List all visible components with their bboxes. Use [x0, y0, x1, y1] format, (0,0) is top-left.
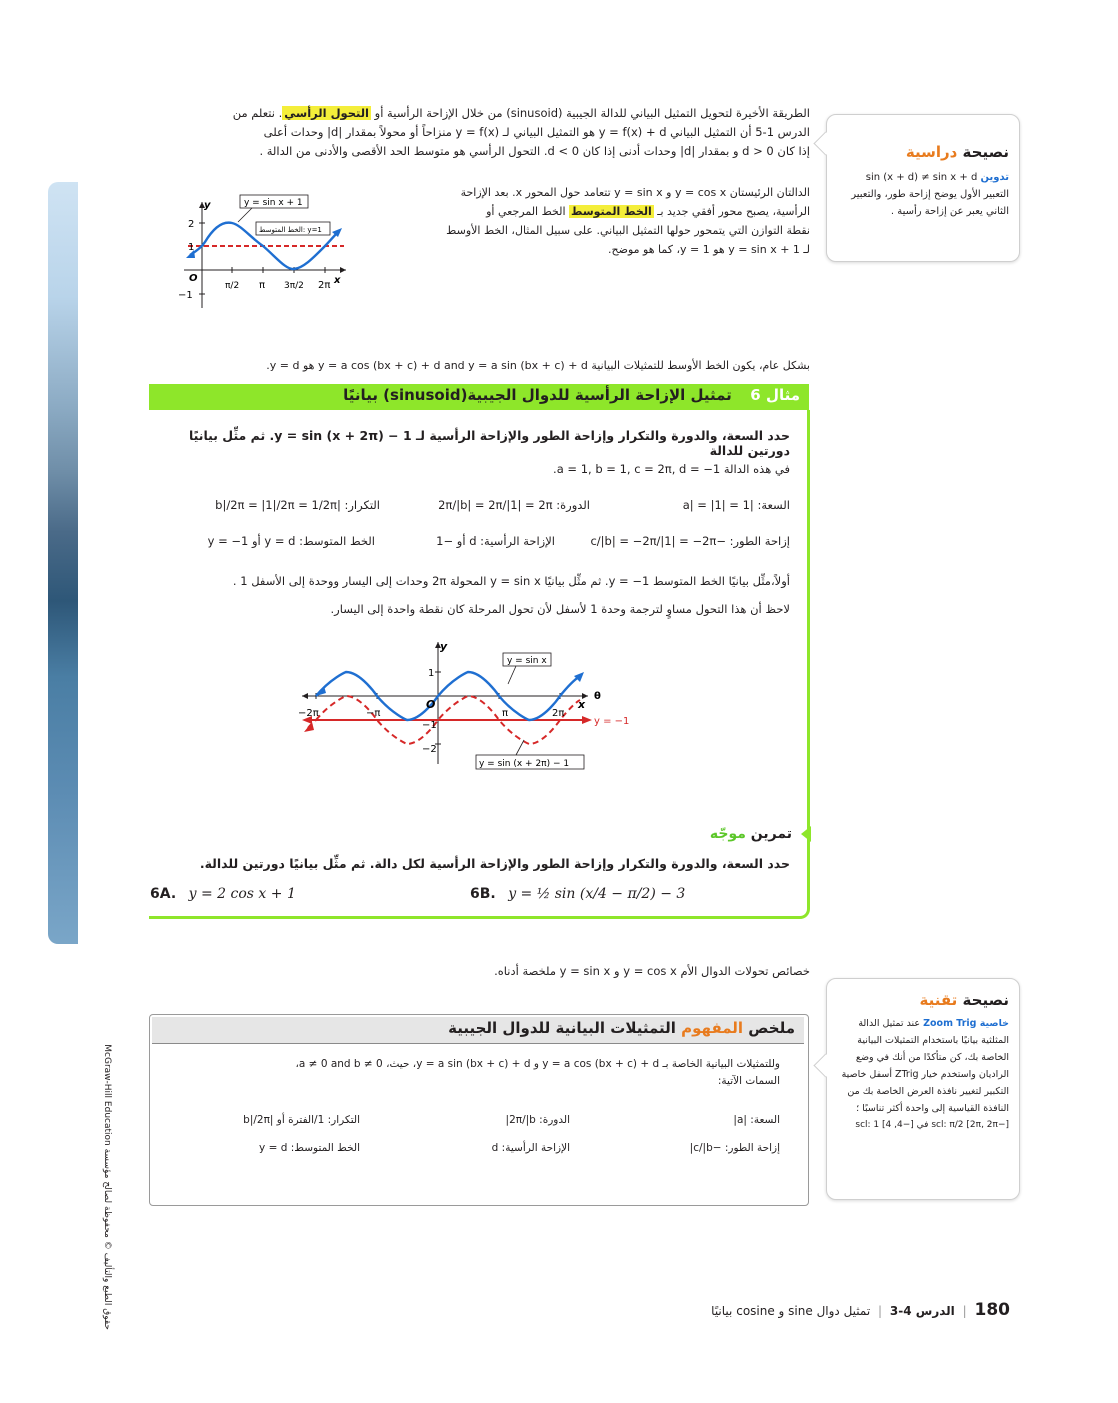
xtick: 3π/2	[284, 281, 304, 291]
study-tip-title	[906, 143, 1009, 161]
lesson-title: تمثيل دوال sine و cosine بيانيًا	[711, 1304, 871, 1318]
exercise-6a	[150, 886, 296, 902]
graph-sin-shift	[288, 636, 648, 776]
xtick: π	[259, 280, 266, 291]
study-tip-body	[837, 169, 1009, 220]
midline-line-1: الدالتان الرئيستان y = cos x و y = sin x تتعامد حول المحور x. بعد الإزاحة	[460, 186, 810, 199]
midline-term: الخط المتوسط	[571, 205, 652, 218]
y-axis-label: y	[440, 640, 448, 653]
intro-text-end: . نتعلم من	[232, 106, 283, 120]
amplitude-calc: السعة: |a| = |1| = 1	[682, 498, 790, 512]
midline-line-4: لـ y = sin x + 1 هو y = 1، كما هو موضح.	[608, 243, 810, 256]
x-axis-label: x	[578, 698, 586, 711]
tip-window: [−2π, 2π] scl: π/2 في [−4, 4] scl: 1	[855, 1120, 1009, 1130]
general-midline-statement: بشكل عام، يكون الخط الأوسط للتمثيلات البيانية y = a cos (bx + c) + d and y = a sin (bx + c) + d هو y = d.	[266, 359, 810, 372]
example-number: مثال 6	[750, 386, 800, 404]
period-calc: الدورة: 2π/|b| = 2π/|1| = 2π	[438, 498, 590, 512]
midline-calc: الخط المتوسط: y = d أو y = −1	[207, 534, 375, 548]
tip-title-word: نصيحة	[957, 991, 1009, 1009]
tip-title-accent: دراسية	[905, 143, 958, 161]
x-axis-label: x	[334, 275, 341, 286]
concept-amplitude: السعة: |a|	[733, 1114, 780, 1126]
concept-title-accent: المفهوم	[681, 1019, 744, 1037]
concept-vshift: الإزاحة الرأسية: d	[491, 1142, 570, 1154]
lesson-number: الدرس 4-3	[889, 1304, 955, 1318]
shift-label: y = sin (x + 2π) − 1	[479, 759, 570, 769]
xtick: π	[502, 708, 509, 719]
concept-intro-line-2: السمات الآتية:	[717, 1075, 780, 1087]
xtick: π/2	[225, 281, 240, 291]
tip-formula: sin (x + d) ≠ sin x + d	[865, 172, 978, 183]
tip-text: عند تمثيل الدالة المثلثية بيانيًا باستخدام التمثيلات البيانية الخاصة بك، كن متأكدًا من أنك في وضع الراديان واستخدم خيار ZTrig أسفل خاصية التكبير لتغيير نافذة العرض الخاصة بك من النافذة القياسية إلى واحدة أكثر تناسبًا ؛	[841, 1018, 1009, 1114]
transition-text: خصائص تحولات الدوال الأم y = cos x و y = sin x ملخصة أدناه.	[494, 964, 810, 978]
practice-prompt: حدد السعة، والدورة والتكرار وإزاحة الطور والإزاحة الرأسية لكل دالة. ثم مثِّل بيانيًا دورتين للدالة.	[199, 856, 790, 871]
ytick: 1	[188, 242, 195, 253]
ytick: 2	[188, 219, 195, 230]
midline-text-end: الخط المرجعي أو	[486, 205, 570, 218]
intro-text: الطريقة الأخيرة لتحويل التمثيل البياني للدالة الجيبية (sinusoid) من خلال الإزاحة الرأسية أو	[371, 106, 810, 120]
intro-line-3: إذا كان d > 0 و بمقدار |d| وحدات أدنى إذا كان d < 0. التحول الرأسي هو متوسط الحد الأقصى والأدنى من الدالة .	[259, 144, 810, 158]
practice-heading-text: تمرين	[745, 826, 792, 842]
xtick: −π	[366, 708, 381, 719]
vertical-shift-term: التحول الرأسي	[284, 106, 369, 120]
tech-tip-body	[833, 1015, 1009, 1134]
midline-line-3: نقطة التوازن التي يتمحور حولها التمثيل البياني. على سبيل المثال، الخط الأوسط	[446, 224, 810, 237]
y-axis-label: y	[204, 200, 211, 211]
ytick: −1	[422, 720, 437, 731]
exercise-formula: y = 2 cos x + 1	[188, 886, 296, 902]
side-photo-strip	[48, 182, 78, 944]
example-title-text: تمثيل الإزاحة الرأسية للدوال الجيبية(sinusoid) بيانيًا	[343, 386, 732, 404]
frequency-calc: التكرار: |b|/2π = |1|/2π = 1/2π	[215, 498, 380, 512]
concept-title-text: التمثيلات البيانية للدوال الجيبية	[448, 1019, 682, 1037]
exercise-label: 6B.	[470, 886, 496, 902]
step-1: أولاً،مثِّل بيانيًا الخط المتوسط y = −1. ثم مثِّل بيانيًا y = sin x المحولة 2π وحدات إلى اليسار ووحدة إلى الأسفل 1 .	[232, 574, 790, 588]
xtick: 2π	[552, 708, 565, 719]
concept-frequency: التكرار: 1/الفترة أو |b|/2π	[243, 1114, 360, 1126]
concept-period: الدورة: 2π/|b|	[505, 1114, 570, 1126]
concept-title	[160, 1019, 795, 1037]
theta-label: θ	[594, 691, 601, 702]
concept-midline: الخط المتوسط: y = d	[259, 1142, 360, 1154]
tip-text: التعبير الأول يوضح إزاحة طور، والتعبير الثاني يعبر عن إزاحة رأسية .	[851, 189, 1009, 217]
copyright-credit: حقوق الطبع والتأليف © محفوظة لصالح مؤسسة McGraw-Hill Education	[102, 1044, 112, 1330]
midline-paragraph	[360, 183, 810, 259]
graph-sin-x-plus-1	[168, 192, 348, 312]
page-number: 180	[974, 1300, 1010, 1320]
tech-tip-title	[920, 991, 1009, 1009]
midline-text: الرأسية، يصبح محور أفقي جديد بـ	[653, 205, 810, 218]
practice-arrow	[801, 826, 811, 842]
practice-heading	[600, 826, 792, 842]
tip-label: خاصية Zoom Trig	[923, 1018, 1009, 1029]
study-tip-box	[826, 114, 1020, 262]
tech-tip-box	[826, 978, 1020, 1200]
page-footer: 180 | الدرس 4-3 | تمثيل دوال sine و cosine بيانيًا	[711, 1300, 1010, 1320]
midline-label: الخط المتوسط: y=1	[259, 226, 322, 234]
concept-intro	[165, 1056, 780, 1090]
xtick: −2π	[298, 708, 319, 719]
curve-label: y = sin x + 1	[244, 198, 303, 208]
intro-line-2: الدرس 1-5 أن التمثيل البياني y = f(x) + d هو التمثيل البياني لـ y = f(x) منزاحاً أو محولاً بمقدار |d| وحدات أعلى	[263, 125, 810, 139]
concept-intro-line: وللتمثيلات البيانية الخاصة بـ y = a cos (bx + c) + d و y = a sin (bx + c) + d، حيث، a ≠ 0 and b ≠ 0،	[295, 1058, 780, 1070]
example-values: في هذه الدالة a = 1, b = 1, c = 2π, d = −1.	[553, 462, 790, 476]
xtick: 2π	[318, 280, 331, 291]
example-prompt: حدد السعة، والدورة والتكرار وإزاحة الطور والإزاحة الرأسية لـ y = sin (x + 2π) − 1. ثم مثِّل بيانيًا دورتين للدالة	[188, 428, 790, 458]
tip-title-word: نصيحة	[957, 143, 1009, 161]
origin-label: O	[189, 273, 198, 284]
ytick: 1	[428, 668, 435, 679]
intro-paragraph	[150, 104, 810, 161]
origin-label: O	[426, 698, 436, 711]
exercise-label: 6A.	[150, 886, 177, 902]
tip-label: تدوين	[980, 172, 1009, 183]
ytick: −1	[178, 290, 193, 301]
sin-label: y = sin x	[507, 656, 547, 666]
concept-phase: إزاحة الطور: −c/|b|	[689, 1142, 780, 1154]
phase-calc: إزاحة الطور: −c/|b| = −2π/|1| = −2π	[590, 534, 790, 548]
exercise-formula: y = ½ sin (x/4 − π/2) − 3	[508, 886, 686, 902]
example-title	[150, 386, 800, 404]
vshift-calc: الإزاحة الرأسية: d أو −1	[436, 534, 555, 548]
practice-heading-accent: موجّه	[709, 826, 746, 842]
ytick: −2	[422, 744, 437, 755]
concept-title-word: ملخص	[743, 1019, 795, 1037]
step-2: لاحظ أن هذا التحول مساوٍ لترجمة وحدة 1 لأسفل لأن تحول المرحلة كان نقطة واحدة إلى اليسار.	[330, 602, 790, 616]
exercise-6b	[470, 886, 685, 902]
midline-label: y = −1	[594, 716, 630, 727]
tip-title-accent: تقنية	[919, 991, 958, 1009]
